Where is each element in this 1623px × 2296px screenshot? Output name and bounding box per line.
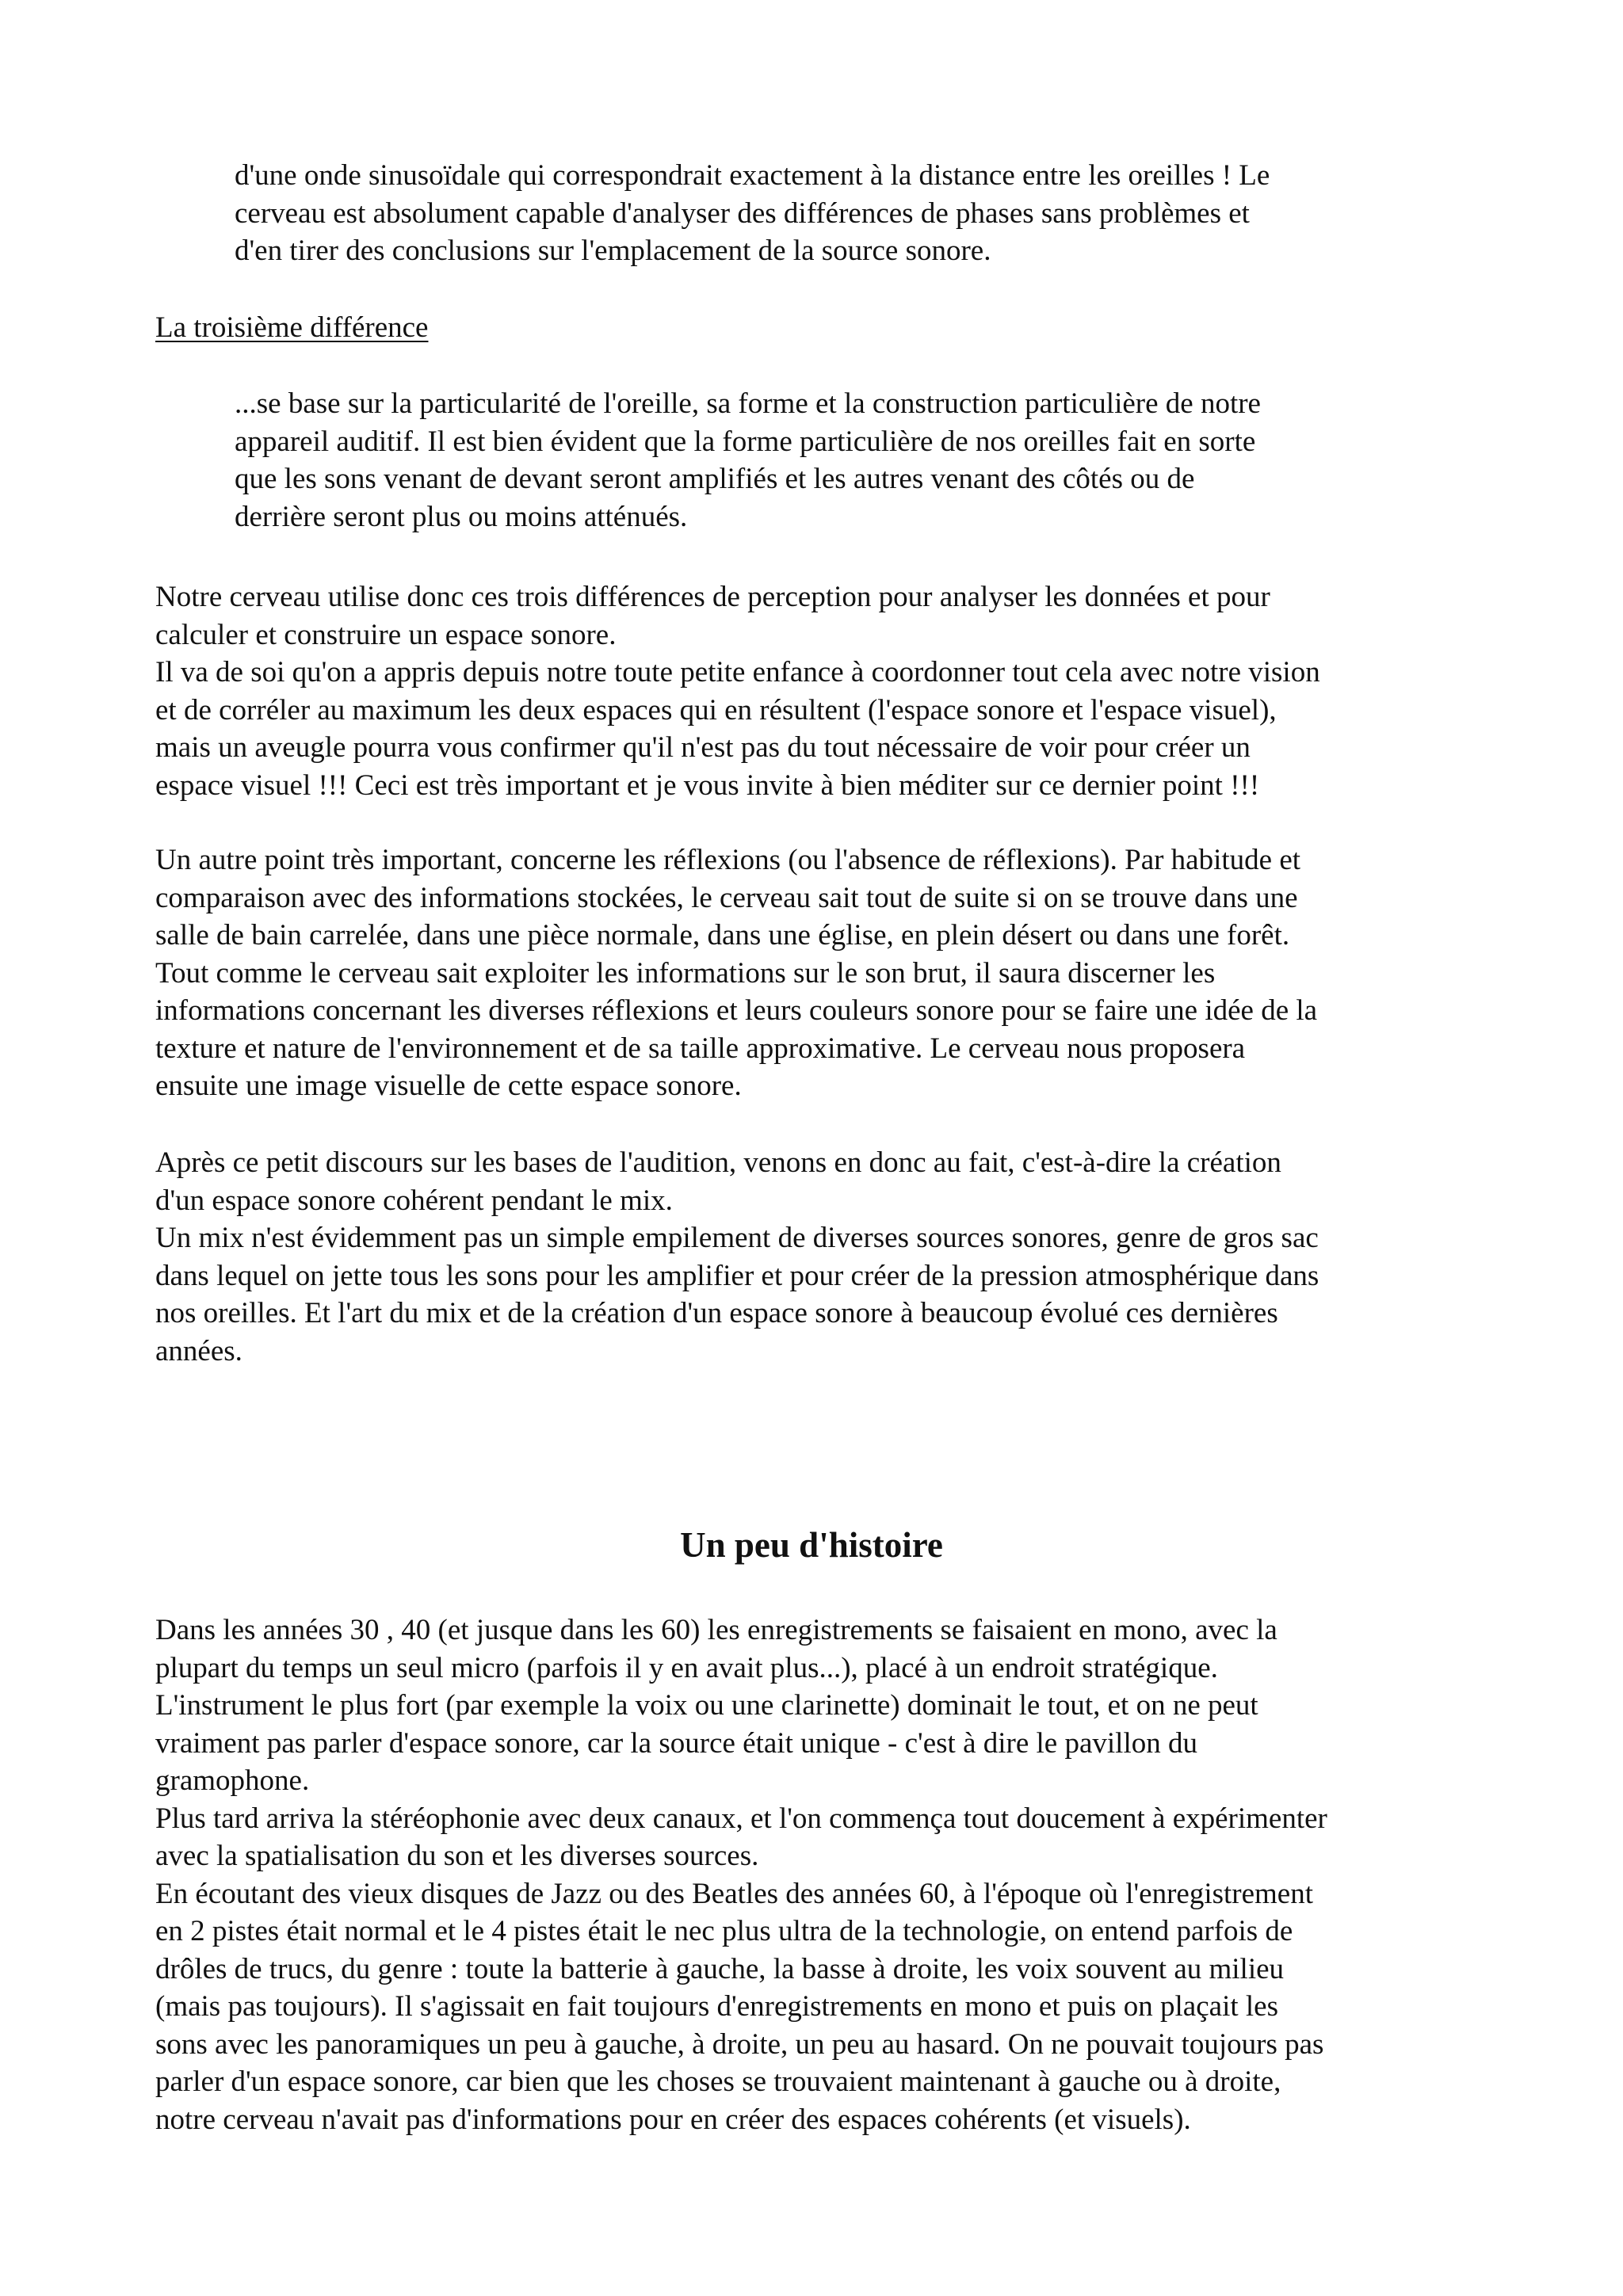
text-line: d'une onde sinusoïdale qui correspondrait exactement à la distance entre les oreilles ! Le bbox=[235, 159, 1270, 192]
paragraph-history bbox=[155, 1611, 1327, 2138]
text-line: salle de bain carrelée, dans une pièce normale, dans une église, en plein désert ou dans une forêt. bbox=[155, 919, 1290, 952]
subheading-text: La troisième différence bbox=[155, 311, 429, 344]
text-line: cerveau est absolument capable d'analyser des différences de phases sans problèmes et bbox=[235, 196, 1250, 230]
text-line: années. bbox=[155, 1334, 242, 1367]
text-line: calculer et construire un espace sonore. bbox=[155, 618, 617, 651]
text-line: texture et nature de l'environnement et de sa taille approximative. Le cerveau nous proposera bbox=[155, 1032, 1246, 1065]
text-line: en 2 pistes était normal et le 4 pistes était le nec plus ultra de la technologie, on entend parfois de bbox=[155, 1915, 1293, 1947]
paragraph-mix-space bbox=[155, 1144, 1319, 1370]
text-line: appareil auditif. Il est bien évident que la forme particulière de nos oreilles fait en sorte bbox=[235, 425, 1256, 458]
text-line: notre cerveau n'avait pas d'informations pour en créer des espaces cohérents (et visuels). bbox=[155, 2103, 1191, 2136]
text-line: ensuite une image visuelle de cette espace sonore. bbox=[155, 1070, 742, 1102]
text-line: que les sons venant de devant seront amplifiés et les autres venant des côtés ou de bbox=[235, 463, 1195, 495]
text-line: gramophone. bbox=[155, 1764, 310, 1797]
text-line: sons avec les panoramiques un peu à gauche, à droite, un peu au hasard. On ne pouvait toujours pas bbox=[155, 2027, 1324, 2061]
text-line: et de corréler au maximum les deux espaces qui en résultent (l'espace sonore et l'espace visuel), bbox=[155, 693, 1277, 727]
text-line: Tout comme le cerveau sait exploiter les informations sur le son brut, il saura discerner les bbox=[155, 956, 1216, 990]
text-line: comparaison avec des informations stockées, le cerveau sait tout de suite si on se trouve dans une bbox=[155, 881, 1298, 914]
text-line: ...se base sur la particularité de l'oreille, sa forme et la construction particulière de notre bbox=[235, 387, 1261, 420]
text-line: avec la spatialisation du son et les diverses sources. bbox=[155, 1840, 759, 1872]
text-line: espace visuel !!! Ceci est très important et je vous invite à bien méditer sur ce dernier point !!! bbox=[155, 769, 1260, 802]
subheading-third-difference bbox=[155, 309, 428, 347]
text-line: parler d'un espace sonore, car bien que les choses se trouvaient maintenant à gauche ou à droite, bbox=[155, 2065, 1281, 2098]
text-line: d'un espace sonore cohérent pendant le mix. bbox=[155, 1184, 673, 1217]
text-line: Notre cerveau utilise donc ces trois différences de perception pour analyser les données et pour bbox=[155, 581, 1270, 613]
text-line: Un autre point très important, concerne les réflexions (ou l'absence de réflexions). Par habitude et bbox=[155, 844, 1301, 876]
text-line: drôles de trucs, du genre : toute la batterie à gauche, la basse à droite, les voix souvent au milieu bbox=[155, 1952, 1285, 1985]
text-line: Plus tard arriva la stéréophonie avec deux canaux, et l'on commença tout doucement à expérimenter bbox=[155, 1802, 1327, 1835]
text-line: informations concernant les diverses réflexions et leurs couleurs sonore pour se faire une idée de la bbox=[155, 994, 1318, 1027]
text-line: Il va de soi qu'on a appris depuis notre toute petite enfance à coordonner tout cela avec notre vision bbox=[155, 656, 1320, 688]
paragraph-brain-perception bbox=[155, 578, 1320, 804]
text-line: (mais pas toujours). Il s'agissait en fait toujours d'enregistrements en mono et puis on plaçait les bbox=[155, 1990, 1278, 2023]
text-line: L'instrument le plus fort (par exemple la voix ou une clarinette) dominait le tout, et on ne peut bbox=[155, 1689, 1258, 1722]
text-line: vraiment pas parler d'espace sonore, car la source était unique - c'est à dire le pavillon du bbox=[155, 1726, 1197, 1760]
text-line: En écoutant des vieux disques de Jazz ou des Beatles des années 60, à l'époque où l'enregistrement bbox=[155, 1877, 1314, 1910]
text-line: dans lequel on jette tous les sons pour les amplifier et pour créer de la pression atmosphérique dans bbox=[155, 1259, 1319, 1292]
text-line: Un mix n'est évidemment pas un simple empilement de diverses sources sonores, genre de gros sac bbox=[155, 1222, 1319, 1254]
text-line: mais un aveugle pourra vous confirmer qu'il n'est pas du tout nécessaire de voir pour créer un bbox=[155, 731, 1251, 764]
paragraph-phase-difference bbox=[235, 157, 1270, 270]
paragraph-ear-shape bbox=[235, 385, 1261, 536]
text-line: nos oreilles. Et l'art du mix et de la création d'un espace sonore à beaucoup évolué ces dernières bbox=[155, 1297, 1278, 1329]
text-line: plupart du temps un seul micro (parfois il y en avait plus...), placé à un endroit stratégique. bbox=[155, 1651, 1218, 1684]
text-line: d'en tirer des conclusions sur l'emplacement de la source sonore. bbox=[235, 235, 991, 267]
paragraph-reflections bbox=[155, 841, 1317, 1105]
section-title: Un peu d'histoire bbox=[680, 1525, 943, 1565]
text-line: Après ce petit discours sur les bases de l'audition, venons en donc au fait, c'est-à-dire la création bbox=[155, 1146, 1281, 1179]
text-line: derrière seront plus ou moins atténués. bbox=[235, 500, 688, 533]
text-line: Dans les années 30 , 40 (et jusque dans les 60) les enregistrements se faisaient en mono, avec la bbox=[155, 1614, 1277, 1646]
